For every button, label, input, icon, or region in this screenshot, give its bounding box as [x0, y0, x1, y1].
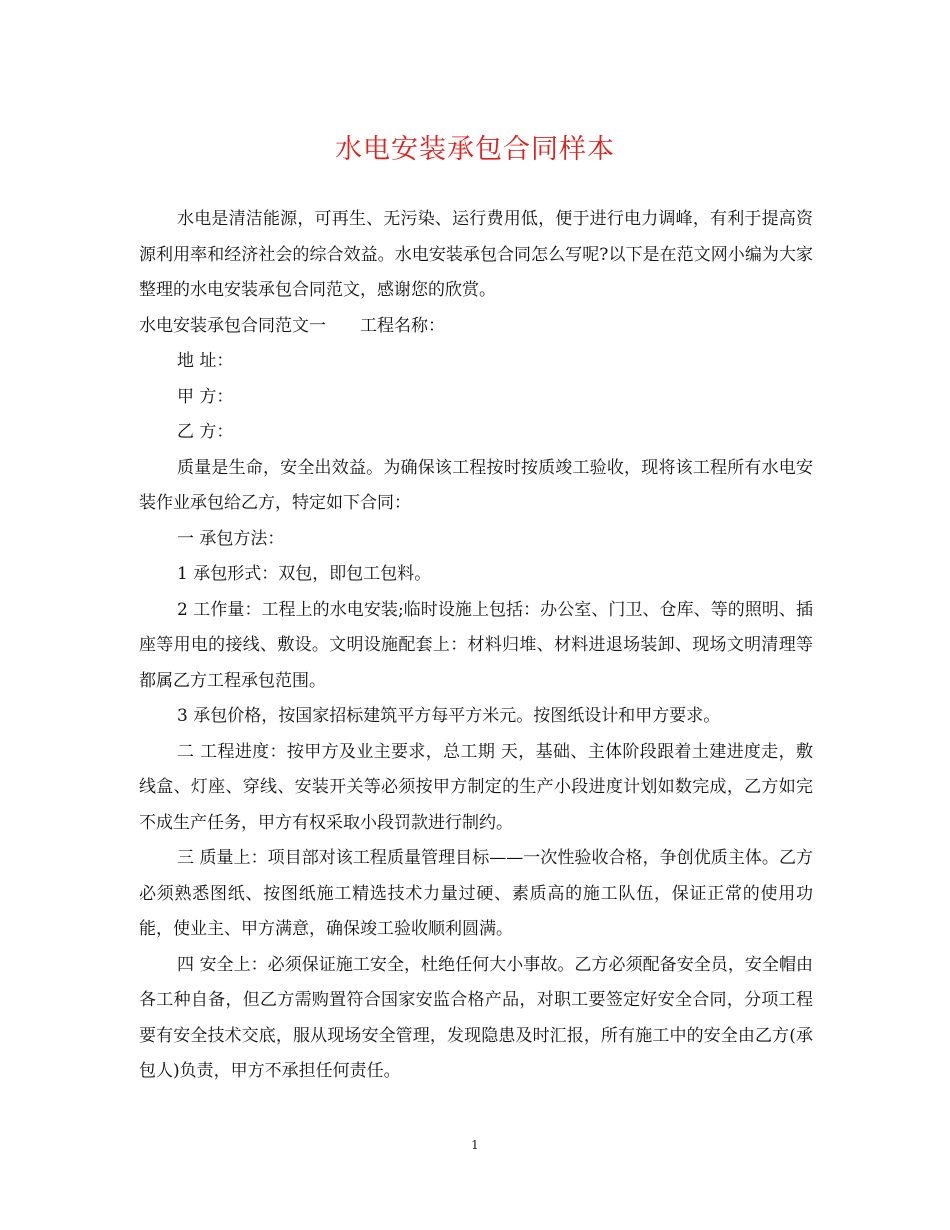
paragraph-party-a: 甲 方：: [177, 386, 234, 407]
paragraph-section-3: 三 质量上：项目部对该工程质量管理目标——一次性验收合格，争创优质主体。乙方必须熟悉图纸、按图纸施工精选技术力量过硬、素质高的施工队伍，保证正常的使用功能，使业主、甲方满意，确保竣工验收顺利圆满。: [139, 848, 813, 939]
paragraph-party-b: 乙 方：: [177, 422, 234, 442]
paragraph-heading-sample: 水电安装承包合同范文一 工程名称：: [139, 315, 445, 336]
paragraph-section-1: 一 承包方法：: [177, 528, 285, 549]
paragraph-section-4: 四 安全上：必须保证施工安全，杜绝任何大小事故。乙方必须配备安全员，安全帽由各工种自备，但乙方需购置符合国家安监合格产品，对职工要签定好安全合同，分项工程要有安全技术交底，服从现场安全管理，发现隐患及时汇报，所有施工中的安全由乙方(承包人)负责，甲方不承担任何责任。: [139, 954, 813, 1081]
paragraph-item-2: 2 工作量：工程上的水电安装;临时设施上包括：办公室、门卫、仓库、等的照明、插座等用电的接线、敷设。文明设施配套上：材料归堆、材料进退场装卸、现场文明清理等都属乙方工程承包范围。: [139, 599, 813, 691]
document-body: [139, 202, 813, 1090]
paragraph-item-1: 1 承包形式：双包，即包工包料。: [177, 564, 432, 584]
document-title: 水电安装承包合同样本: [335, 134, 615, 165]
paragraph-section-2: 二 工程进度：按甲方及业主要求，总工期 天，基础、主体阶段跟着土建进度走，敷线盒、灯座、穿线、安装开关等必须按甲方制定的生产小段进度计划如数完成，乙方如完不成生产任务，甲方有权采取小段罚款进行制约。: [139, 741, 813, 833]
paragraph-item-3: 3 承包价格，按国家招标建筑平方每平方米元。按图纸设计和甲方要求。: [177, 706, 721, 726]
page-number: 1: [471, 1138, 479, 1152]
paragraph-preamble: 质量是生命，安全出效益。为确保该工程按时按质竣工验收，现将该工程所有水电安装作业承包给乙方，特定如下合同：: [139, 457, 813, 513]
paragraph-address: 地 址：: [177, 351, 234, 371]
paragraph-intro: 水电是清洁能源，可再生、无污染、运行费用低，便于进行电力调峰，有利于提高资源利用率和经济社会的综合效益。水电安装承包合同怎么写呢?以下是在范文网小编为大家整理的水电安装承包合同范文，感谢您的欣赏。: [139, 209, 813, 300]
